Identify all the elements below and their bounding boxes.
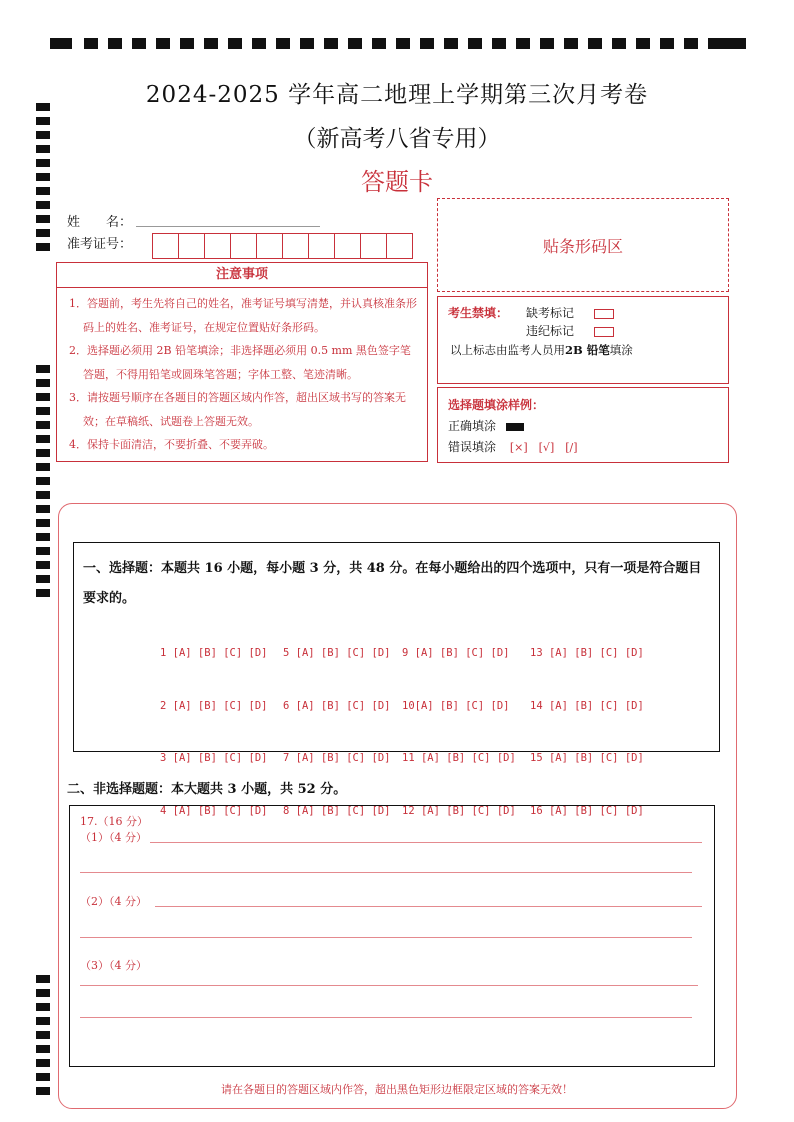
sample-heading: 选择题填涂样例： bbox=[448, 398, 545, 412]
section1-title: 一、选择题：本题共 16 小题，每小题 3 分，共 48 分。在每小题给出的四个选项中，只有一项是符合题目要求的。 bbox=[83, 561, 702, 606]
choice-row[interactable]: 6 [A] [B] [C] [D] bbox=[283, 699, 391, 712]
sample-panel bbox=[437, 387, 729, 463]
choice-row[interactable]: 15 [A] [B] [C] [D] bbox=[530, 752, 644, 764]
id-label: 准考证号： bbox=[67, 237, 133, 252]
section2-title: 二、非选择题题：本大题共 3 小题，共 52 分。 bbox=[67, 782, 347, 797]
wrong-fill-label: 错误填涂 bbox=[448, 440, 497, 454]
question-17-label: 17.（16 分） bbox=[80, 815, 148, 828]
sub-question-2-label: （2）（4 分） bbox=[80, 895, 147, 908]
name-label: 姓 名： bbox=[67, 215, 133, 230]
violation-label: 违纪标记 bbox=[526, 324, 575, 338]
choice-row[interactable]: 11 [A] [B] [C] [D] bbox=[402, 752, 516, 764]
notice-item: 4．保持卡面清洁，不要折叠、不要弄破。 bbox=[69, 438, 274, 451]
exam-subtitle: （新高考八省专用） bbox=[293, 126, 501, 152]
answer-line[interactable] bbox=[150, 842, 702, 843]
answer-line[interactable] bbox=[80, 985, 698, 986]
wrong-fill-marks: [×] [√] [/] bbox=[509, 441, 578, 454]
top-timing-marks bbox=[50, 38, 746, 52]
prohibit-heading: 考生禁填： bbox=[448, 306, 509, 320]
barcode-area bbox=[437, 198, 729, 292]
barcode-label: 贴条形码区 bbox=[542, 236, 623, 256]
prohibit-note: 以上标志由监考人员用2B 铅笔填涂 bbox=[450, 343, 633, 357]
choice-row[interactable]: 12 [A] [B] [C] [D] bbox=[402, 804, 516, 817]
exam-title: 2024-2025 学年高二地理上学期第三次月考卷 bbox=[145, 82, 649, 108]
notice-item: 3．请按题号顺序在各题目的答题区域内作答，超出区域书写的答案无效；在草稿纸、试题卷上答题无效。 bbox=[69, 391, 406, 428]
answer-line[interactable] bbox=[155, 906, 702, 907]
choice-row[interactable]: 8 [A] [B] [C] [D] bbox=[283, 804, 391, 817]
choice-row[interactable]: 16 [A] [B] [C] [D] bbox=[530, 804, 644, 817]
absent-mark-box[interactable] bbox=[594, 309, 614, 319]
notice-item: 2．选择题必须用 2B 铅笔填涂；非选择题必须用 0.5 mm 黑色签字笔答题，不得用铅笔或圆珠笔答题；字体工整、笔迹清晰。 bbox=[69, 344, 411, 381]
absent-label: 缺考标记 bbox=[526, 306, 575, 320]
footer-warning: 请在各题目的答题区域内作答，超出黑色矩形边框限定区域的答案无效！ bbox=[221, 1083, 573, 1096]
sub-question-3-label: （3）（4 分） bbox=[80, 959, 147, 972]
question-17-box[interactable] bbox=[69, 805, 715, 1067]
notice-heading: 注意事项 bbox=[57, 263, 427, 288]
choice-row[interactable]: 4 [A] [B] [C] [D] bbox=[160, 804, 268, 817]
choice-row[interactable]: 7 [A] [B] [C] [D] bbox=[283, 752, 391, 764]
answer-line[interactable] bbox=[80, 872, 692, 873]
choice-row[interactable]: 3 [A] [B] [C] [D] bbox=[160, 752, 268, 764]
notice-panel bbox=[56, 262, 428, 462]
choice-row[interactable]: 14 [A] [B] [C] [D] bbox=[530, 699, 644, 712]
id-number-cells[interactable] bbox=[152, 233, 412, 259]
choice-column bbox=[283, 610, 390, 838]
choice-row[interactable]: 1 [A] [B] [C] [D] bbox=[160, 647, 268, 659]
correct-fill-label: 正确填涂 bbox=[448, 419, 497, 433]
correct-fill-mark bbox=[506, 423, 524, 431]
name-field[interactable] bbox=[136, 226, 320, 227]
answer-line[interactable] bbox=[80, 937, 692, 938]
choice-column bbox=[402, 610, 516, 838]
prohibit-panel bbox=[437, 296, 729, 384]
sub-question-1-label: （1）（4 分） bbox=[80, 831, 147, 844]
notice-item: 1．答题前，考生先将自己的姓名，准考证号填写清楚，并认真核准条形码上的姓名、准考证号，在规定位置贴好条形码。 bbox=[69, 297, 417, 334]
choice-column bbox=[160, 610, 267, 838]
choice-row[interactable]: 13 [A] [B] [C] [D] bbox=[530, 647, 644, 659]
choice-row[interactable]: 5 [A] [B] [C] [D] bbox=[283, 647, 391, 659]
choice-row[interactable]: 2 [A] [B] [C] [D] bbox=[160, 699, 268, 712]
choice-row[interactable]: 9 [A] [B] [C] [D] bbox=[402, 647, 510, 659]
violation-mark-box[interactable] bbox=[594, 327, 614, 337]
answer-line[interactable] bbox=[80, 1017, 692, 1018]
choice-column bbox=[530, 610, 644, 838]
choice-row[interactable]: 10[A] [B] [C] [D] bbox=[402, 699, 510, 712]
card-title: 答题卡 bbox=[361, 168, 433, 196]
